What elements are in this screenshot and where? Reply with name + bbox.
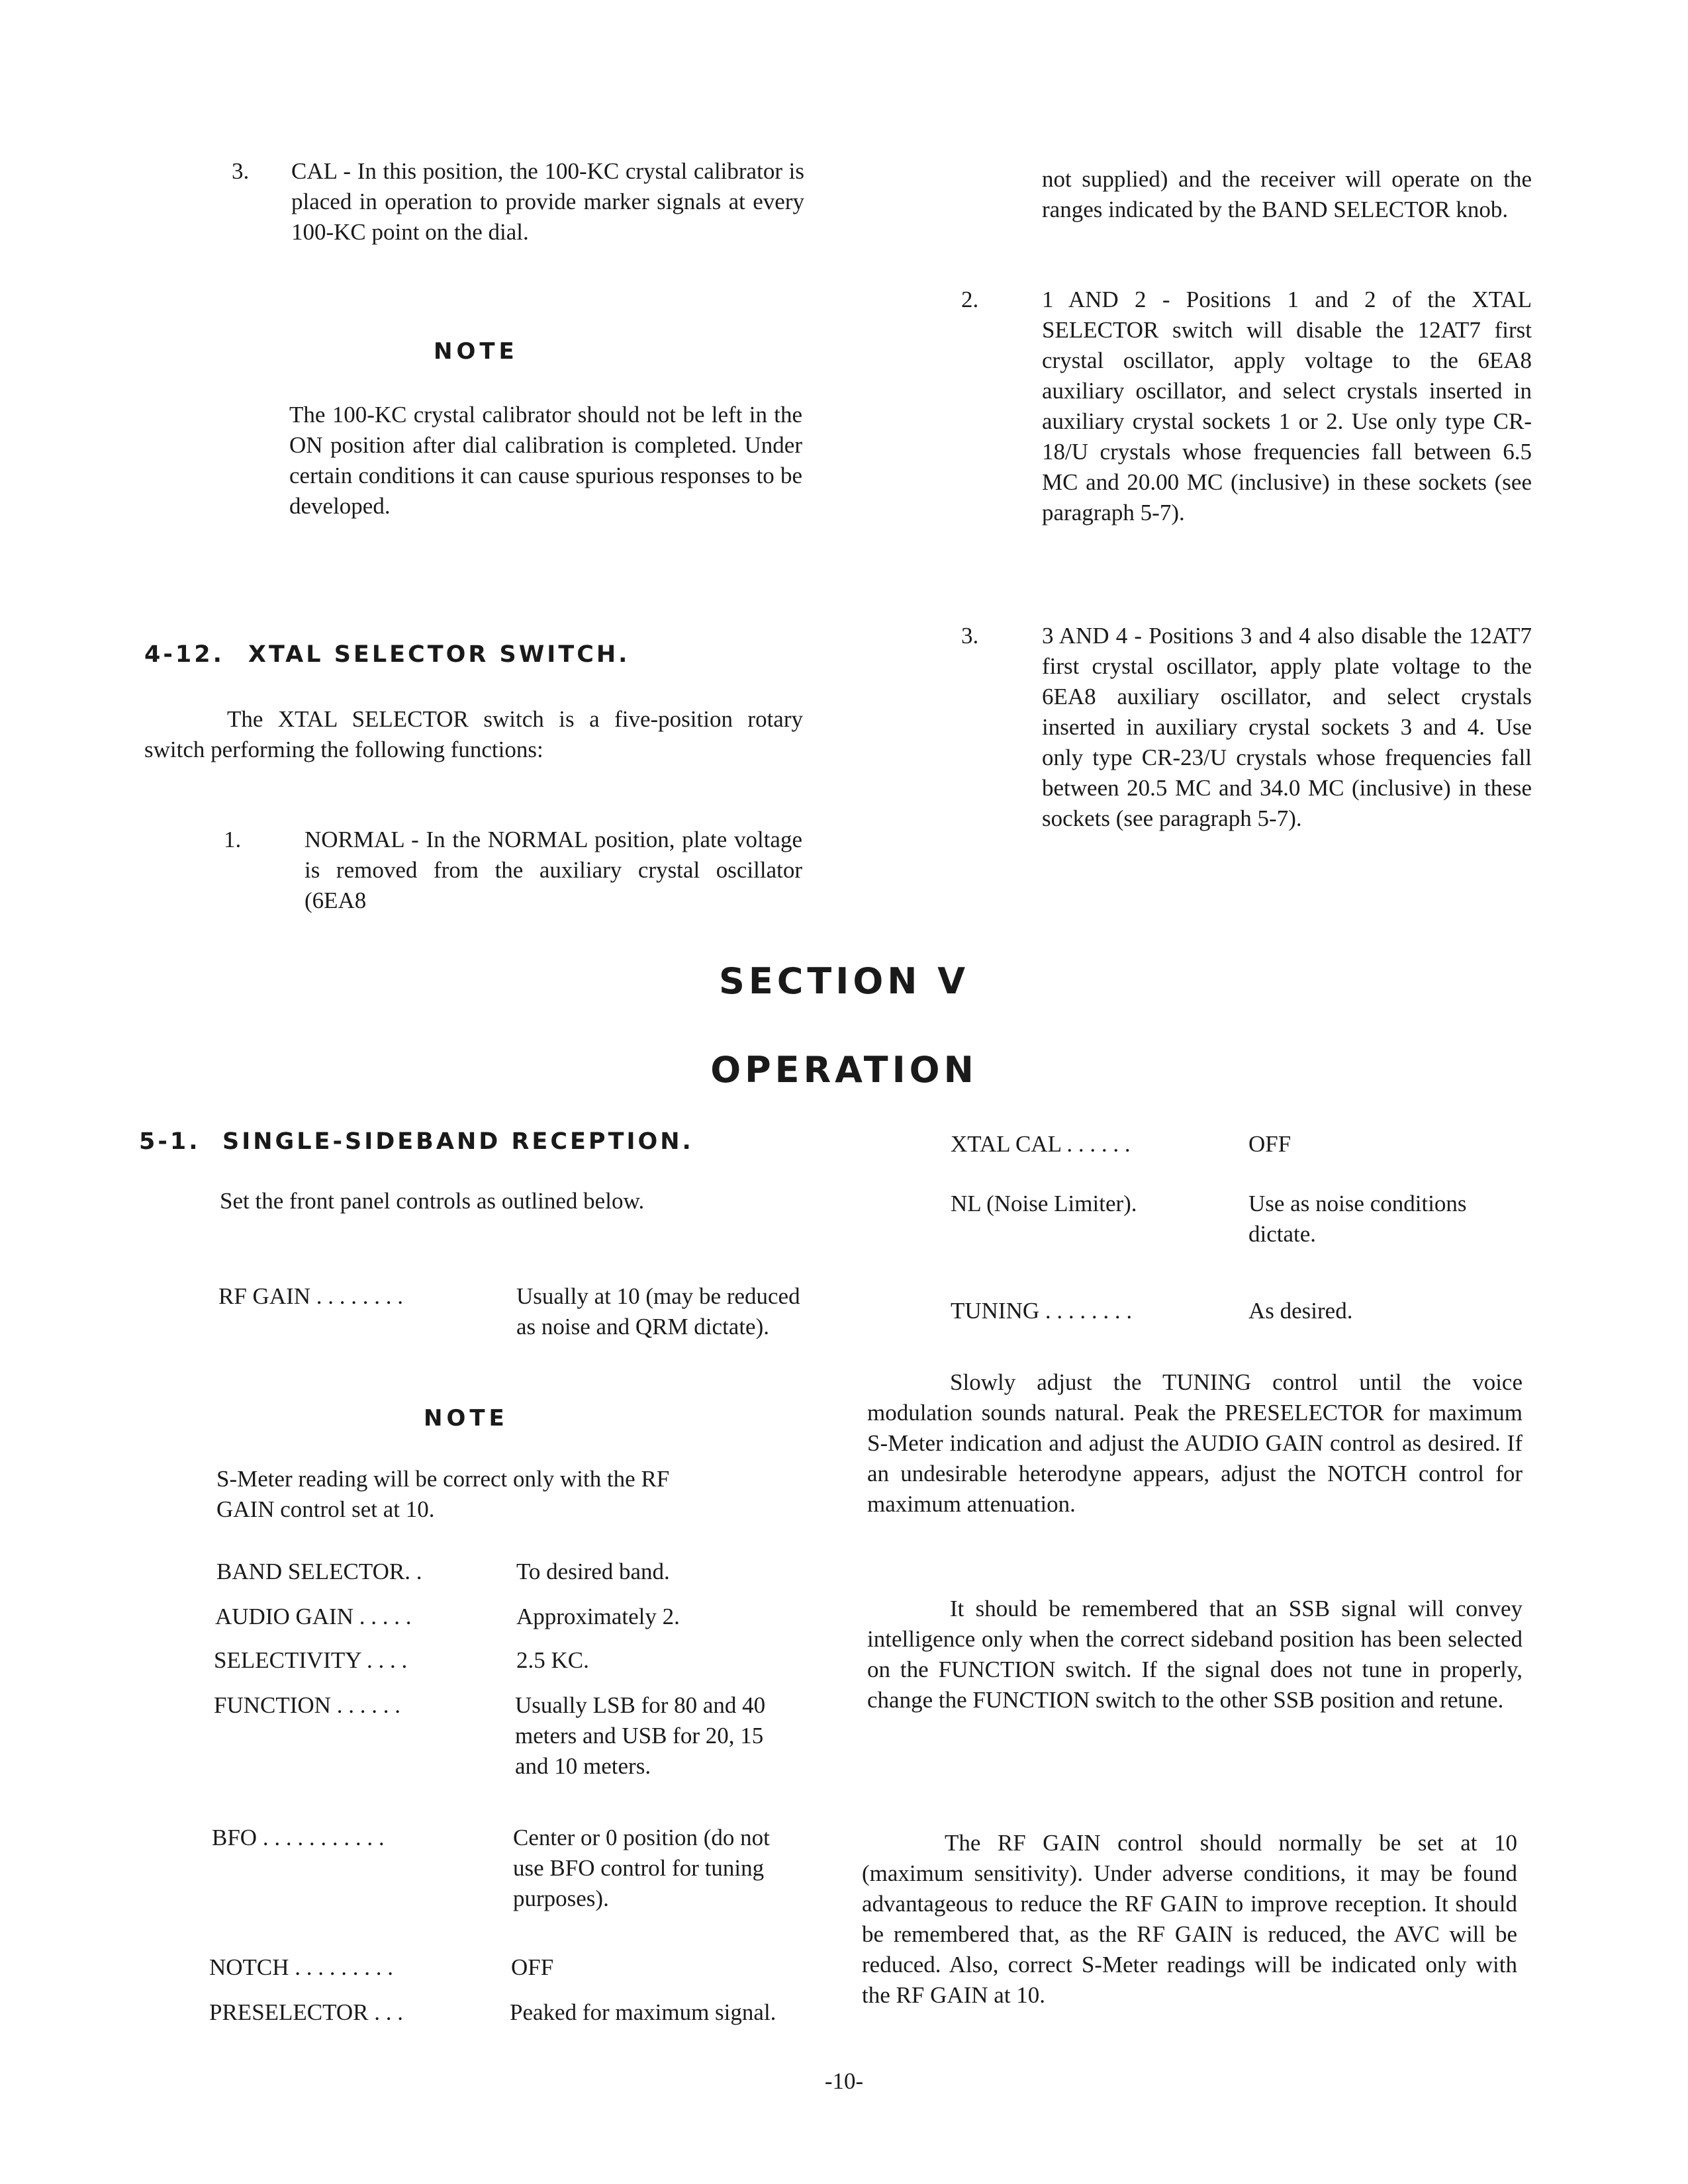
list-item-positions-3-4: 3 AND 4 - Positions 3 and 4 also disable the 12AT7 first crystal oscillator, apply plate voltage to the 6EA8 auxiliary oscillator, and select crystals inserted in auxiliary crystal sockets 3 and 4. Use only type CR-23/U crystals whose frequencies fall between 20.5 MC and 34.0 MC (inclusive) in these sockets (see paragraph 5-7). [1042, 623, 1532, 831]
control-value: OFF [1248, 1131, 1291, 1157]
control-label: BFO . . . . . . . . . . . [212, 1825, 385, 1850]
control-value: Usually LSB for 80 and 40 meters and USB for 20, 15 and 10 meters. [515, 1692, 766, 1779]
note-heading: NOTE [424, 1405, 508, 1432]
note-text: S-Meter reading will be correct only with the RF GAIN control set at 10. [216, 1466, 670, 1522]
list-number: 1. [224, 827, 242, 852]
control-value: Peaked for maximum signal. [510, 1999, 776, 2025]
page-number: -10- [824, 2068, 864, 2094]
note-heading: NOTE [434, 338, 518, 365]
control-value: Usually at 10 (may be reduced as noise and QRM dictate). [516, 1283, 800, 1340]
control-value: To desired band. [516, 1559, 670, 1584]
paragraph: It should be remembered that an SSB signal will convey intelligence only when the correct sideband position has been selected on the FUNCTION switch. If the signal does not tune in properly, change the FUNCTION switch to the other SSB position and retune. [867, 1596, 1523, 1713]
control-value: OFF [511, 1954, 554, 1980]
section-title: SECTION V [718, 960, 970, 1002]
section-heading: SINGLE-SIDEBAND RECEPTION. [222, 1128, 694, 1155]
control-label: RF GAIN . . . . . . . . [218, 1283, 404, 1309]
section-heading: XTAL SELECTOR SWITCH. [248, 641, 630, 668]
control-value: Center or 0 position (do not use BFO control for tuning purposes). [513, 1825, 770, 1911]
control-label: XTAL CAL . . . . . . [951, 1131, 1131, 1157]
list-item-cal: CAL - In this position, the 100-KC crystal calibrator is placed in operation to provide marker signals at every 100-KC point on the dial. [291, 158, 804, 245]
section-number: 5-1. [139, 1128, 201, 1155]
list-item-positions-1-2: 1 AND 2 - Positions 1 and 2 of the XTAL SELECTOR switch will disable the 12AT7 first crystal oscillator, apply voltage to the 6EA8 auxiliary oscillator, and select crystals inserted in auxiliary crystal sockets 1 or 2. Use only type CR-18/U crystals whose frequencies fall between 6.5 MC and 20.00 MC (inclusive) in these sockets (see paragraph 5-7). [1042, 287, 1532, 525]
list-number: 3. [232, 158, 250, 184]
control-label: NL (Noise Limiter). [951, 1191, 1137, 1216]
list-item-normal: NORMAL - In the NORMAL position, plate voltage is removed from the auxiliary crystal oscillator (6EA8 [305, 827, 802, 913]
continued-text: not supplied) and the receiver will operate on the ranges indicated by the BAND SELECTOR knob. [1042, 166, 1532, 222]
control-label: SELECTIVITY . . . . [214, 1647, 408, 1673]
note-text: The 100-KC crystal calibrator should not be left in the ON position after dial calibration is completed. Under certain conditions it can cause spurious responses to be developed. [289, 402, 802, 519]
paragraph: The RF GAIN control should normally be set at 10 (maximum sensitivity). Under adverse conditions, it may be found advantageous to reduce the RF GAIN to improve reception. It should be remembered that, as the RF GAIN is reduced, the AVC will be reduced. Also, correct S-Meter readings will be indicated only with the RF GAIN at 10. [862, 1830, 1517, 2008]
control-value: Approximately 2. [516, 1604, 680, 1629]
paragraph: Slowly adjust the TUNING control until the voice modulation sounds natural. Peak the PRESELECTOR for maximum S-Meter indication and adjust the AUDIO GAIN control as desired. If an undesirable heterodyne appears, adjust the NOTCH control for maximum attenuation. [867, 1369, 1523, 1517]
control-value: As desired. [1248, 1298, 1353, 1324]
section-intro: Set the front panel controls as outlined below. [220, 1188, 645, 1214]
section-number: 4-12. [144, 641, 224, 668]
control-label: NOTCH . . . . . . . . . [209, 1954, 394, 1980]
control-label: PRESELECTOR . . . [209, 1999, 404, 2025]
section-intro: The XTAL SELECTOR switch is a five-position rotary switch performing the following functions: [144, 706, 803, 762]
control-value: 2.5 KC. [516, 1647, 589, 1673]
control-label: FUNCTION . . . . . . [214, 1692, 400, 1718]
control-label: TUNING . . . . . . . . [951, 1298, 1133, 1324]
list-number: 3. [961, 623, 979, 649]
section-subtitle: OPERATION [710, 1049, 978, 1091]
control-label: BAND SELECTOR. . [216, 1559, 422, 1584]
control-value: Use as noise conditions dictate. [1248, 1191, 1467, 1247]
list-number: 2. [961, 287, 979, 312]
control-label: AUDIO GAIN . . . . . [215, 1604, 412, 1629]
